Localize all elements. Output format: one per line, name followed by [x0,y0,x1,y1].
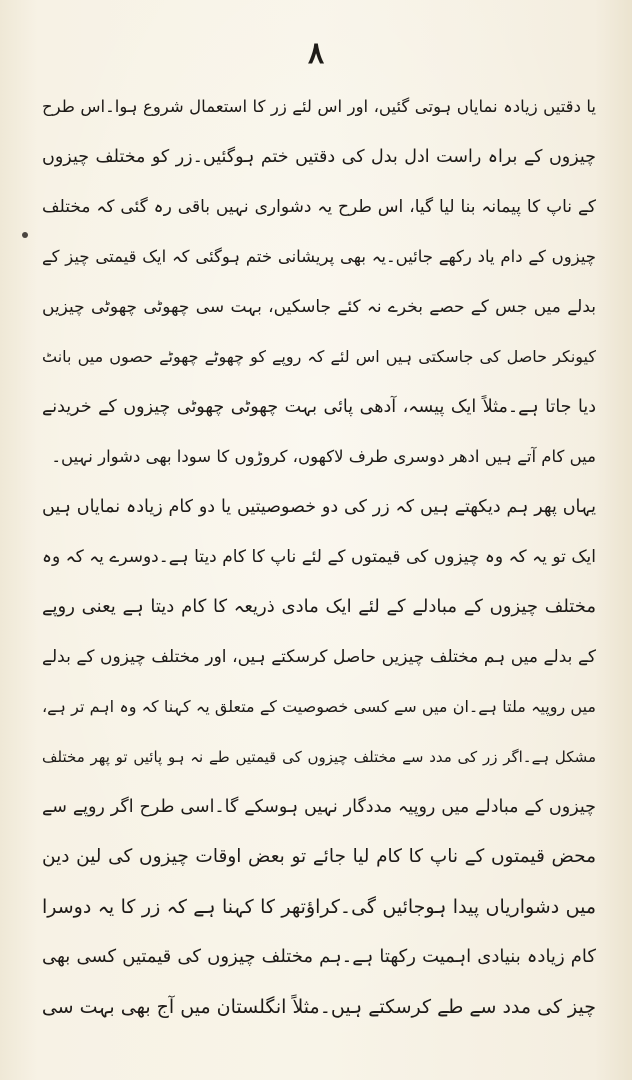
margin-dot-mark [22,232,28,238]
text-line: محض قیمتوں کے ناپ کا کام لیا جائے تو بعض اوقات چیزوں کی لین دین [42,846,596,867]
text-line: مختلف چیزوں کے مبادلے کے لئے ایک مادی ذریعہ کا کام دیتا ہے یعنی روپے [42,596,596,617]
text-line: مشکل ہے۔اگر زر کی مدد سے مختلف چیزوں کی قیمتیں طے نہ ہو پائیں تو پھر مختلف [42,748,596,766]
text-line: بدلے میں جس کے حصے بخرے نہ کئے جاسکیں، بہت سی چھوٹی چھوٹی چیزیں [42,297,596,317]
text-line: میں روپیہ ملتا ہے۔ان میں سے کسی خصوصیت کے متعلق یہ کہنا کہ وہ اہم تر ہے، [42,697,596,716]
text-line: کے بدلے میں ہم مختلف چیزیں حاصل کرسکتے ہیں، اور مختلف چیزوں کے بدلے [42,647,596,667]
text-line: ایک تو یہ کہ وہ چیزوں کی قیمتوں کے لئے ناپ کا کام دیتا ہے۔دوسرے یہ کہ وہ [42,547,596,567]
text-line: چیزوں کے مبادلے میں روپیہ مددگار نہیں ہوسکے گا۔اسی طرح اگر روپے سے [42,797,596,817]
text-line: کام زیادہ بنیادی اہمیت رکھتا ہے۔ہم مختلف چیزوں کی قیمتیں کسی بھی [42,946,596,967]
text-line: کے ناپ کا پیمانہ بنا لیا گیا، اس طرح یہ دشواری نہیں باقی رہ گئی کہ مختلف [42,197,596,217]
text-line: یہاں پھر ہم دیکھتے ہیں کہ زر کی دو خصوصیتیں یا دو کام زیادہ نمایاں ہیں [42,497,596,517]
page-number: ۸ [307,36,325,71]
text-line: میں دشواریاں پیدا ہوجائیں گی۔کراؤتھر کا کہنا ہے کہ زر کا یہ دوسرا [42,896,596,918]
text-line: میں کام آتے ہیں ادھر دوسری طرف لاکھوں، کروڑوں کا سودا بھی دشوار نہیں۔ [51,447,596,466]
text-line: دیا جاتا ہے۔مثلاً ایک پیسہ، آدھی پائی بہت چھوٹی چھوٹی چیزوں کے خریدنے [42,397,596,417]
text-line: چیزوں کے دام یاد رکھے جائیں۔یہ بھی پریشانی ختم ہوگئی کہ ایک قیمتی چیز کے [42,247,596,266]
text-line: چیزوں کے براہ راست ادل بدل کی دقتیں ختم ہوگئیں۔زر کو مختلف چیزوں [42,147,596,167]
text-line: چیز کی مدد سے طے کرسکتے ہیں۔مثلاً انگلستان میں آج بھی بہت سی [42,996,596,1018]
urdu-body-text [42,82,596,1032]
text-line: کیونکر حاصل کی جاسکتی ہیں اس لئے کہ روپے کو چھوٹے چھوٹے حصوں میں بانٹ [42,347,596,366]
text-line: یا دقتیں زیادہ نمایاں ہوتی گئیں، اور اس لئے زر کا استعمال شروع ہوا۔اس طرح [42,97,596,116]
